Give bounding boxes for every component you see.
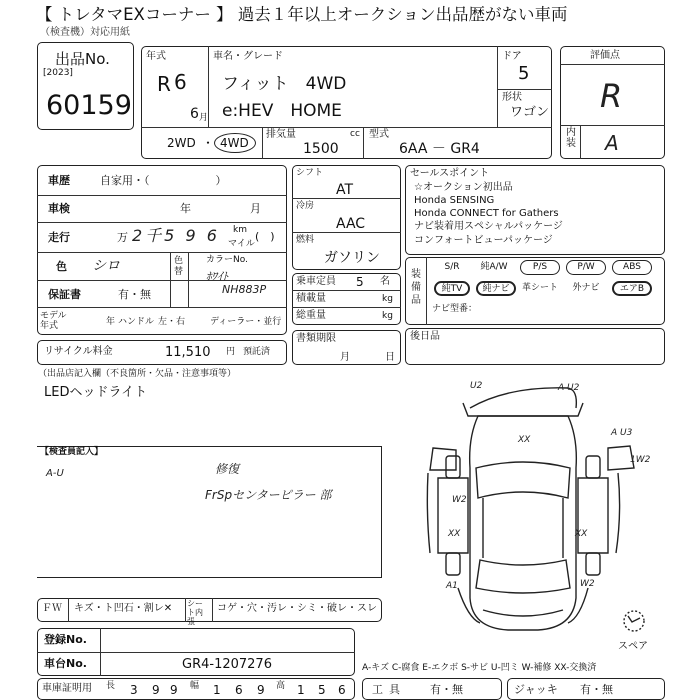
spare-label: スペア [618, 641, 648, 652]
cert-label: 車庫証明用 [42, 683, 92, 694]
selling-point-2: Honda SENSING [414, 195, 495, 206]
sheet-text: コゲ・穴・汚レ・シミ・破レ・スレ [217, 603, 377, 614]
color-code: ﾎﾜｲﾄ [206, 270, 228, 283]
mark-au3: A U3 [611, 428, 633, 438]
extra-items-box [405, 328, 665, 365]
legend: A-キズ C-腐食 E-エクボ S-サビ U-凹ミ W-補修 XX-交換済 [362, 663, 597, 673]
score-label: 評価点 [590, 50, 620, 61]
interior-label: 内装 [566, 127, 576, 149]
year-num: 6 [174, 70, 187, 94]
fuel-value: ガソリン [324, 250, 380, 266]
equip-ps: P/S [520, 260, 560, 275]
mileage-paren: ( ) [255, 230, 275, 243]
history-box [37, 165, 287, 335]
selling-point-1: ☆オークション初出品 [414, 182, 513, 193]
dim-h1: 1 [297, 683, 305, 697]
inspector-label: 【検査員記入】 [40, 447, 104, 457]
equip-sr: S/R [444, 262, 460, 272]
mark-w2-right: W2 [580, 579, 595, 589]
shift-label: シフト [296, 168, 324, 178]
year-era: R [157, 72, 171, 96]
door-label: ドア [502, 51, 522, 62]
history-label: 車歴 [48, 174, 70, 187]
mark-xx-left: XX [448, 529, 461, 539]
car-diagram [408, 378, 663, 638]
dim-length-label: 長 [106, 681, 116, 691]
page-title: 【 トレタマEXコーナー 】 過去１年以上オークション出品歴がない車両 [36, 5, 568, 24]
model-name: フィット 4WD [222, 74, 347, 94]
name-label: 車名・グレード [213, 51, 283, 62]
mileage-digits: 2千5 9 6 [132, 226, 220, 245]
equip-leather: 革シート [521, 283, 558, 293]
color-label: 色 [56, 260, 67, 273]
inspector-area [37, 446, 382, 578]
docs-day: 日 [385, 352, 395, 363]
reg-label: 登録No. [44, 633, 87, 646]
dim-height-label: 高 [276, 681, 286, 691]
extra-items-label: 後日品 [410, 331, 440, 342]
warranty-value: 有・無 [118, 288, 151, 301]
dealer-label: ディーラー・並行 [210, 317, 282, 327]
fw-label: ＦＷ [42, 603, 62, 614]
displacement-value: 1500 [303, 141, 339, 157]
equip-pw: P/W [566, 260, 606, 275]
month-unit: 月 [199, 113, 209, 123]
docs-unit: 月 [340, 352, 350, 363]
drive-2wd: 2WD [167, 136, 196, 150]
seats-label: 乗車定員 [296, 276, 336, 287]
navi-model-label: ナビ型番： [432, 304, 478, 314]
shape-label: 形状 [502, 92, 522, 103]
displacement-label: 排気量 [266, 129, 296, 140]
load-label: 積載量 [296, 293, 326, 304]
equipment-label: 装備品 [411, 269, 421, 306]
color-value: シロ [92, 258, 120, 274]
tools-value: 有・無 [430, 683, 463, 696]
selling-point-5: コンフォートビューパッケージ [414, 235, 553, 246]
mileage-unit: 万 [117, 231, 128, 244]
subheader: （検査機）対応用紙 [40, 27, 130, 38]
equip-navi: 純ナビ [476, 281, 516, 296]
mark-a1: A1 [446, 581, 458, 591]
mark-xx-roof: XX [518, 435, 531, 445]
notes-text: LEDヘッドライト [44, 385, 148, 400]
jack-value: 有・無 [580, 683, 613, 696]
chassis-label: 車台No. [44, 657, 87, 670]
handle-label: ハンドル [118, 317, 155, 327]
mark-side-note: 1W2 [630, 455, 651, 465]
recycle-amount: 11,510 [165, 345, 211, 360]
equip-airbag: エアB [612, 281, 652, 296]
color-no-label: カラーNo. [206, 255, 248, 265]
chassis-value: GR4-1207276 [182, 657, 272, 672]
color-code2: NH883P [222, 283, 267, 296]
shaken-label: 車検 [48, 202, 70, 215]
mark-au2: A U2 [558, 383, 580, 393]
fuel-label: 燃料 [296, 235, 315, 245]
drive-4wd: 4WD [220, 136, 249, 150]
seats-unit: 名 [380, 276, 390, 287]
docs-label: 書類期限 [296, 333, 336, 344]
recycle-label: リサイクル料金 [44, 346, 113, 357]
model-row-year: 年 [106, 317, 116, 327]
drive-sep: ・ [202, 136, 215, 150]
seats-value: 5 [356, 275, 364, 289]
dim-width-label: 幅 [190, 681, 200, 691]
tools-label: 工具 [372, 683, 406, 696]
warranty-label: 保証書 [48, 288, 81, 301]
grade: e:HEV HOME [222, 101, 342, 121]
shaken-month: 月 [250, 202, 261, 215]
model-row-label: モデル年式 [40, 311, 67, 331]
equip-tv: 純TV [434, 281, 470, 296]
dim-w2: 6 [235, 683, 243, 697]
shape-value: ワゴン [510, 105, 550, 120]
sheet-label: シート内張 [187, 599, 203, 626]
dim-h2: 5 [318, 683, 326, 697]
mark-xx-right: XX [575, 529, 588, 539]
selling-points-label: セールスポイント [410, 168, 490, 179]
ac-label: 冷房 [296, 201, 315, 211]
year-label: 年式 [146, 51, 166, 62]
equip-abs: ABS [612, 260, 652, 275]
dim-h3: 6 [338, 683, 346, 697]
interior-score: A [605, 131, 619, 155]
inspector-line1: A-U [46, 468, 64, 479]
ac-value: AAC [336, 216, 366, 232]
gross-label: 総重量 [296, 310, 326, 321]
load-unit: kg [382, 294, 393, 304]
mark-u2-top: U2 [470, 381, 483, 391]
doors-value: 5 [518, 63, 530, 84]
dim-w3: 9 [257, 683, 265, 697]
equip-aw: 純A/W [480, 262, 508, 272]
color-change-label: 色替 [174, 256, 184, 277]
score-value: R [600, 77, 623, 115]
shaken-year: 年 [180, 202, 191, 215]
dim-l2: 9 [152, 683, 160, 697]
inspector-line2: 修復 [215, 462, 240, 476]
mileage-km: km [233, 225, 247, 235]
type-label: 型式 [369, 129, 389, 140]
cc-unit: cc [350, 129, 360, 139]
gross-unit: kg [382, 311, 393, 321]
lot-number: 60159 [46, 90, 132, 121]
dim-l3: 9 [170, 683, 178, 697]
notes-label: （出品店記入欄（不良箇所・欠品・注意事項等） [38, 369, 237, 379]
recycle-unit: 円 [226, 347, 236, 357]
dim-l1: 3 [130, 683, 138, 697]
selling-point-4: ナビ装着用スペシャルパッケージ [414, 221, 563, 232]
mark-w2-left: W2 [452, 495, 467, 505]
month-value: 6 [190, 106, 199, 122]
equip-ext-navi: 外ナビ [572, 283, 600, 293]
lot-label: 出品No. [55, 50, 110, 68]
fw-text: キズ・ト凹石・割レ✕ [74, 603, 173, 614]
recycle-deposit: 預託済 [243, 347, 271, 357]
selling-point-3: Honda CONNECT for Gathers [414, 208, 559, 219]
handle-value: 左・右 [158, 317, 186, 327]
model-code: 6AA － GR4 [399, 141, 480, 157]
mileage-label: 走行 [48, 231, 70, 244]
shift-value: AT [336, 182, 354, 198]
jack-label: ジャッキ [514, 683, 558, 696]
date-stamp: [2023] [43, 68, 73, 78]
history-value: 自家用・（ ） [100, 174, 227, 187]
inspector-line3: FrSpセンターピラー 部 [205, 488, 332, 502]
dim-w1: 1 [213, 683, 221, 697]
mileage-mile: マイル [228, 239, 255, 249]
